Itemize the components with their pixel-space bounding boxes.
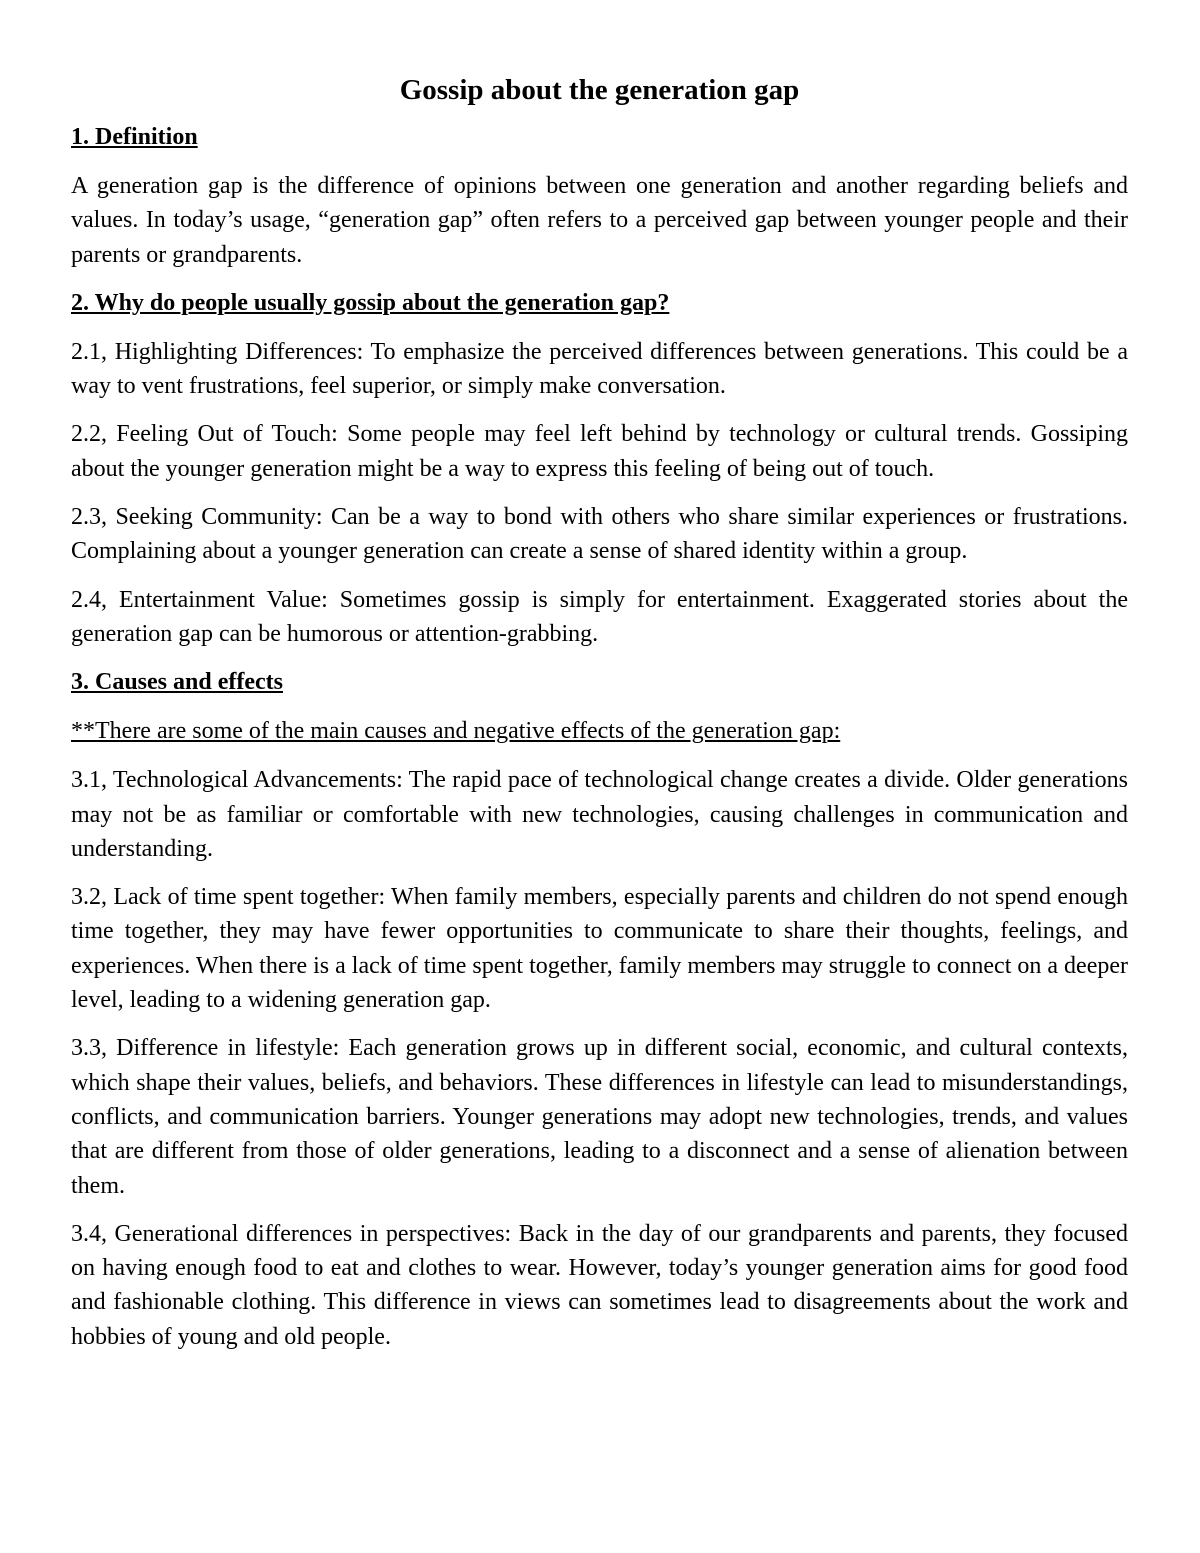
definition-paragraph: A generation gap is the difference of opinions between one generation and another regarding beliefs and values. In today’s usage, “generation gap” often refers to a perceived gap between younger people and their parents or grandparents. xyxy=(71,173,1128,268)
cause-paragraph-3-2: 3.2, Lack of time spent together: When family members, especially parents and children do not spend enough time together, they may have fewer opportunities to communicate to share their thoughts, feelings, and experiences. When there is a lack of time spent together, family members may struggle to connect on a deeper level, leading to a widening generation gap. xyxy=(71,884,1128,1014)
causes-intro-line: **There are some of the main causes and negative effects of the generation gap: xyxy=(71,718,841,745)
reason-paragraph-2-4: 2.4, Entertainment Value: Sometimes gossip is simply for entertainment. Exaggerated stories about the generation gap can be humorous or attention-grabbing. xyxy=(71,586,1128,647)
reason-paragraph-2-3: 2.3, Seeking Community: Can be a way to bond with others who share similar experiences or frustrations. Complaining about a younger generation can create a sense of shared identity within a group. xyxy=(71,504,1128,565)
section-heading-why-gossip: 2. Why do people usually gossip about the generation gap? xyxy=(71,289,670,316)
cause-paragraph-3-3: 3.3, Difference in lifestyle: Each generation grows up in different social, economic, and cultural contexts, which shape their values, beliefs, and behaviors. These differences in lifestyle can lead to misunderstandings, conflicts, and communication barriers. Younger generations may adopt new technologies, trends, and values that are different from those of older generations, leading to a disconnect and a sense of alienation between them. xyxy=(71,1035,1128,1199)
reason-paragraph-2-2: 2.2, Feeling Out of Touch: Some people may feel left behind by technology or cultural trends. Gossiping about the younger generation might be a way to express this feeling of being out of touch. xyxy=(71,421,1128,482)
section-heading-causes-effects: 3. Causes and effects xyxy=(71,669,283,696)
document-page xyxy=(71,70,1128,1368)
reason-paragraph-2-1: 2.1, Highlighting Differences: To emphasize the perceived differences between generations. This could be a way to vent frustrations, feel superior, or simply make conversation. xyxy=(71,338,1128,400)
cause-paragraph-3-4: 3.4, Generational differences in perspectives: Back in the day of our grandparents and parents, they focused on having enough food to eat and clothes to wear. However, today’s younger generation aims for good food and fashionable clothing. This difference in views can sometimes lead to disagreements about the work and hobbies of young and old people. xyxy=(71,1220,1128,1350)
document-title: Gossip about the generation gap xyxy=(399,74,800,106)
section-heading-definition: 1. Definition xyxy=(71,124,198,150)
cause-paragraph-3-1: 3.1, Technological Advancements: The rapid pace of technological change creates a divide. Older generations may not be as familiar or comfortable with new technologies, causing challenges in communication and understanding. xyxy=(71,767,1128,862)
